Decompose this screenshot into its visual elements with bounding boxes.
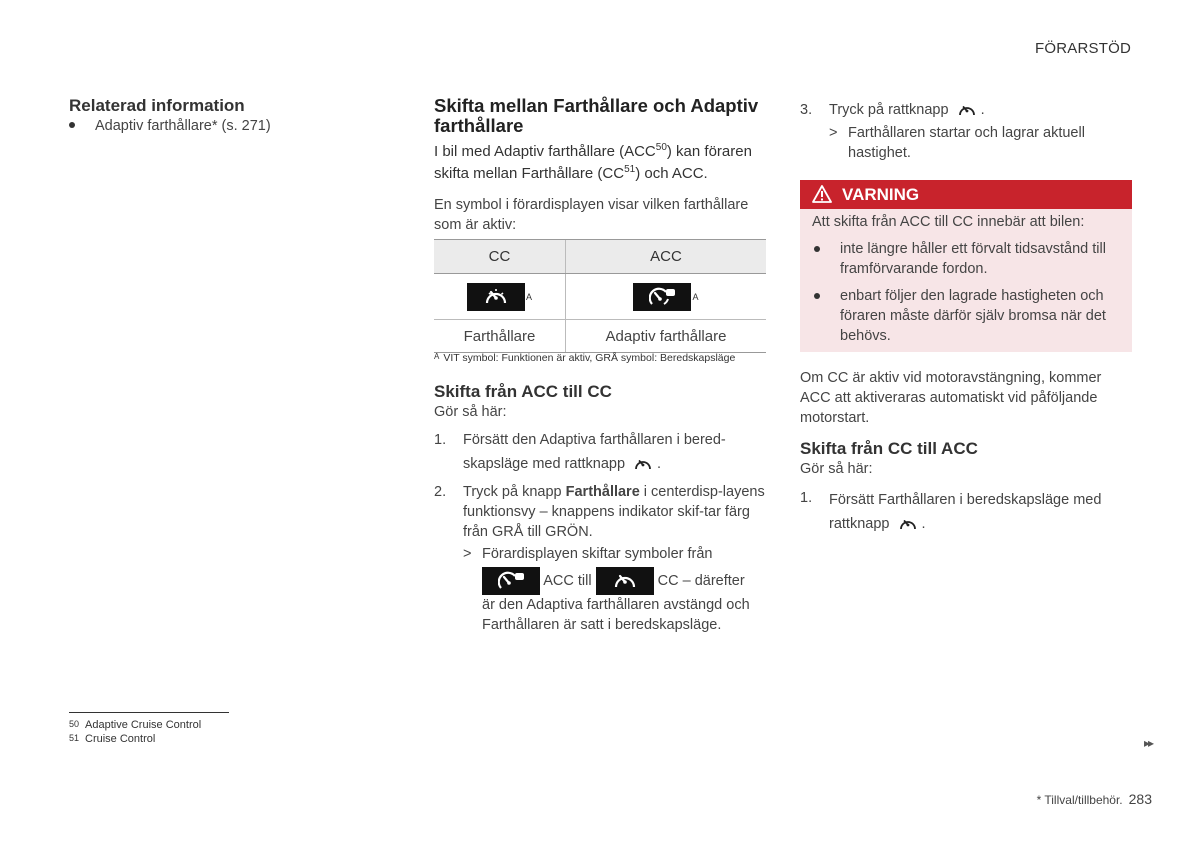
acc-to-cc-lead: Gör så här:	[434, 404, 507, 420]
table-header-cc: CC	[434, 240, 566, 274]
optional-note: * Tillval/tillbehör.	[1036, 793, 1123, 807]
button-name-farthallare: Farthållare	[565, 484, 640, 500]
related-item[interactable]	[69, 118, 271, 134]
symbol-paragraph: En symbol i förardisplayen visar vilken farthållare som är aktiv:	[434, 197, 749, 233]
section-header: FÖRARSTÖD	[1035, 40, 1131, 57]
footnote-ref-50[interactable]: 50	[655, 142, 667, 153]
cruise-control-icon	[467, 283, 525, 311]
auto-acc-paragraph: Om CC är aktiv vid motoravstängning, kommer ACC att aktiveraras automatiskt vid påföljande motorstart.	[800, 370, 1102, 426]
steering-wheel-button-icon	[632, 455, 654, 473]
page-footer	[1037, 791, 1152, 807]
table-note: $^A$ VIT symbol: Funktionen är aktiv, GRÅ symbol: Beredskapsläge	[434, 352, 736, 364]
warning-lead: Att skifta från ACC till CC innebär att bilen:	[812, 214, 1085, 230]
acc-to-cc-heading: Skifta från ACC till CC	[434, 382, 612, 401]
acc-to-cc-result: > Förardisplayen skiftar symboler från ACC till CC – därefter är den Adaptiva farthållaren avstängd och Farthållaren är satt i beredskapsläge.	[463, 546, 750, 633]
acc-to-cc-step-1: 1. Försätt den Adaptiva farthållaren i bered- skapsläge med rattknapp .	[434, 432, 726, 472]
cc-to-acc-lead: Gör så här:	[800, 461, 873, 477]
warning-header: VARNING	[800, 180, 1132, 209]
warning-triangle-icon	[812, 185, 832, 203]
symbol-table	[434, 239, 766, 353]
related-link[interactable]: Adaptiv farthållare* (s. 271)	[95, 118, 271, 134]
adaptive-cruise-control-icon	[482, 567, 540, 595]
step-3-result: > Farthållaren startar och lagrar aktuell hastighet.	[829, 125, 1085, 161]
acc-symbol-cell	[566, 274, 767, 320]
step-3: 3. Tryck på rattknapp .	[800, 102, 985, 118]
continue-arrow-icon[interactable]: ▸▸	[1143, 736, 1152, 750]
page-number: 283	[1128, 791, 1152, 807]
warning-box	[800, 180, 1132, 352]
table-note-marker: A	[525, 291, 532, 302]
label-acc: Adaptiv farthållare	[566, 320, 767, 353]
cc-to-acc-heading: Skifta från CC till ACC	[800, 439, 978, 458]
page-title: Skifta mellan Farthållare och Adaptiv farthållare	[434, 95, 759, 136]
cc-symbol-cell	[434, 274, 566, 320]
footnote-50: 50 Adaptive Cruise Control	[69, 719, 202, 731]
label-cc: Farthållare	[434, 320, 566, 353]
footnote-ref-51[interactable]: 51	[624, 164, 636, 175]
footnotes	[69, 712, 229, 746]
table-note-marker: A	[692, 291, 699, 302]
bullet-icon	[69, 122, 75, 128]
adaptive-cruise-control-icon	[633, 283, 691, 311]
steering-wheel-button-icon	[956, 101, 978, 119]
related-heading: Relaterad information	[69, 96, 245, 115]
footnote-51: 51 Cruise Control	[69, 733, 156, 745]
table-header-acc: ACC	[566, 240, 767, 274]
cc-to-acc-step-1: 1. Försätt Farthållaren i beredskapsläge med rattknapp .	[800, 490, 1102, 532]
cruise-control-icon	[596, 567, 654, 595]
intro-paragraph: I bil med Adaptiv farthållare (ACC$^{50}$) kan föraren skifta mellan Farthållare (CC$^{51}$) och ACC.	[434, 142, 752, 182]
bullet-icon	[814, 246, 820, 252]
bullet-icon	[814, 293, 820, 299]
steering-wheel-button-icon	[897, 515, 919, 533]
warning-item: inte längre håller ett förvalt tidsavstånd till framförvarande fordon.	[800, 232, 1132, 279]
acc-to-cc-step-2: 2. Tryck på knapp Farthållare i centerdisp-layens funktionsvy – knappens indikator skif-tar färg från GRÅ till GRÖN.	[434, 484, 765, 540]
warning-item: enbart följer den lagrade hastigheten och föraren måste därför själv bromsa när det behövs.	[800, 279, 1132, 346]
